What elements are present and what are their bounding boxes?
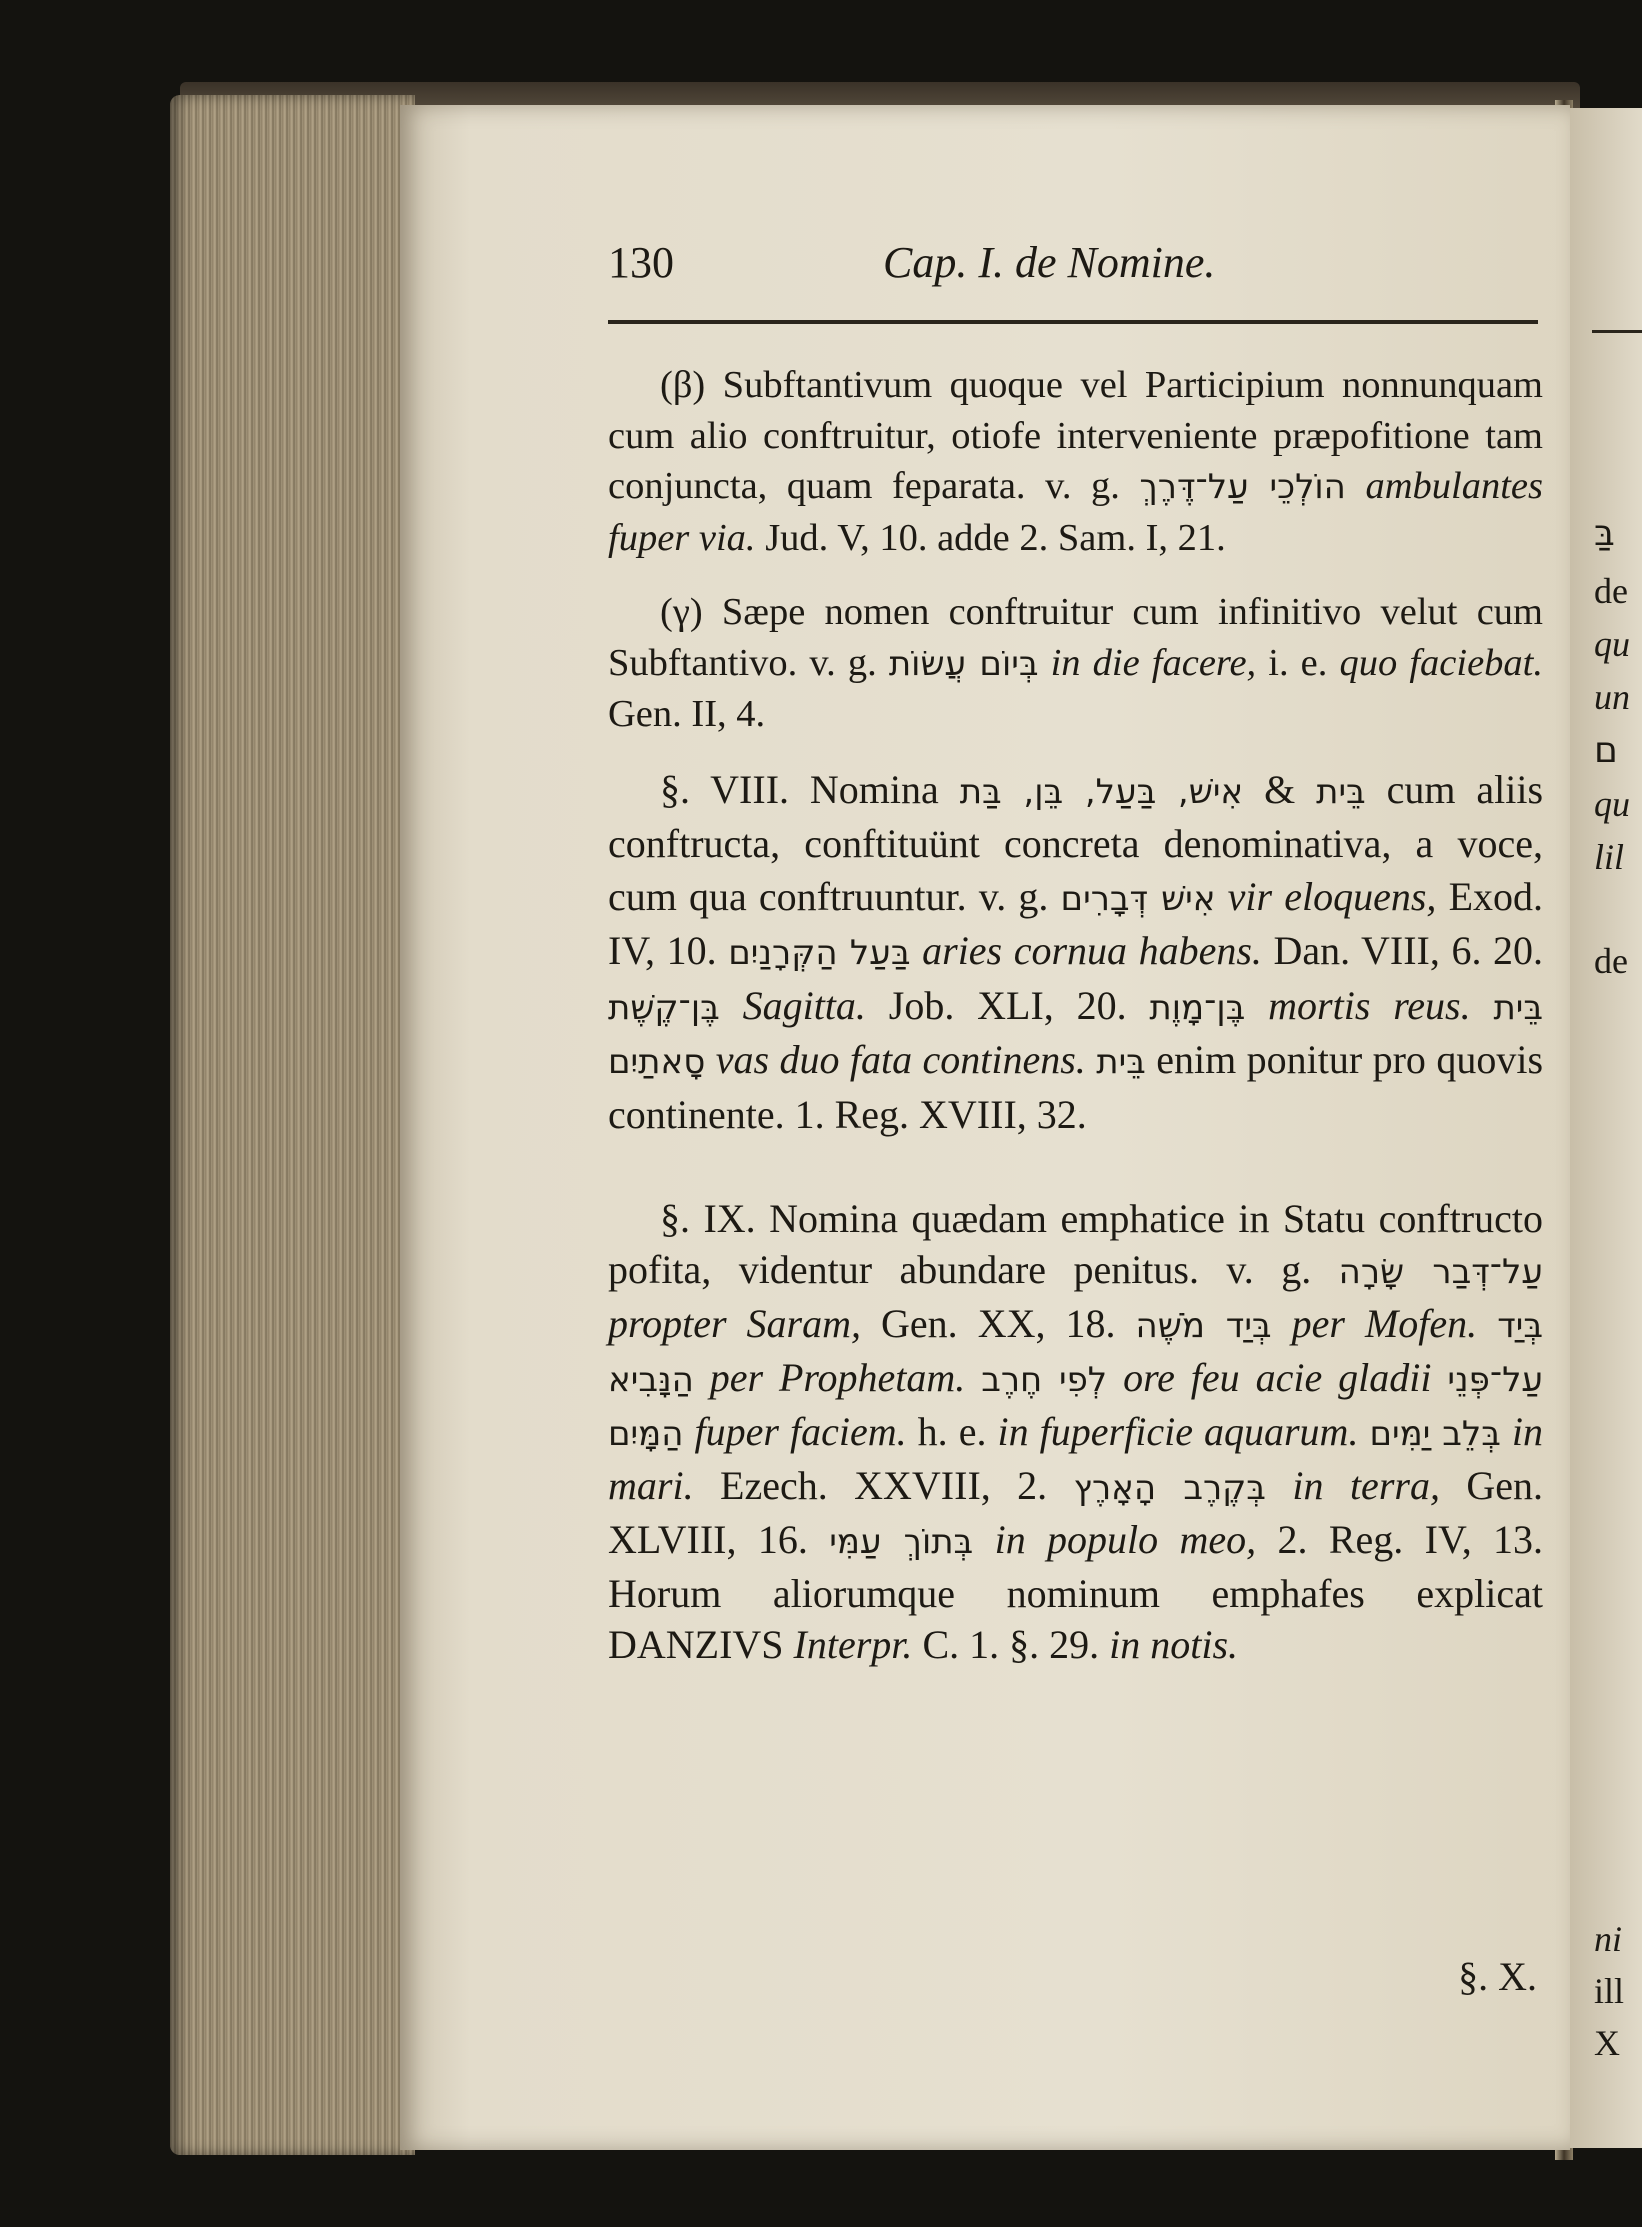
fragment-text: un	[1594, 677, 1630, 717]
fragment-text: בַּ	[1594, 513, 1615, 554]
hebrew-text: בְּלֵב יַמִּים	[1369, 1414, 1501, 1454]
hebrew-text: בְּיַד הַנָּבִיא	[608, 1306, 1544, 1400]
hebrew-text: בֵּית סָאתַיִם	[608, 987, 1544, 1082]
fragment-text: de	[1594, 941, 1628, 981]
paragraph-section-ix: §. IX. Nomina quædam emphatice in Statu conftructo pofita, videntur abundare penitus. v. g. עַל־דְּבַר שָׂרָה propter Saram, Gen. XX, 18. בְּיַד מֹשֶׁה per Mofen. בְּיַד הַנָּבִיא per Prophetam. לְפִי חֶרֶב ore feu acie gladii עַל־פְּנֵי הַמָּיִם fuper faciem. h. e. in fuperficie aquarum. בְּלֵב יַמִּים in mari. Ezech. XXVIII, 2. בְּקֶרֶב הָאָרֶץ in terra, Gen. XLVIII, 16. בְּתוֹךְ עַמִּי in populo meo, 2. Reg. IV, 13. Horum aliorumque nominum emphafes explicat DANZIVS Interpr. C. 1. §. 29. in notis.	[608, 1196, 1544, 1667]
paragraph-gamma: (γ) Sæpe nomen conftruitur cum infinitivo velut cum Subftantivo. v. g. בְּיוֹם עֲשׂוֹת in die facere, i. e. quo faciebat. Gen. II, 4.	[608, 591, 1543, 735]
fragment-text: qu	[1594, 624, 1630, 664]
hebrew-text: בַּעַל הַקְּרָנַיִם	[728, 933, 911, 973]
hebrew-text: בֵּית	[1316, 771, 1366, 812]
hebrew-text: אִישׁ דְּבָרִים	[1060, 878, 1216, 919]
header-rule	[608, 320, 1538, 324]
fragment-text: X	[1594, 2023, 1620, 2063]
hebrew-text: בֶּן־מָוֶת	[1149, 987, 1246, 1028]
paragraph-section-viii: §. VIII. Nomina אִישׁ, בַּעַל, בֵּן, בַּת & בֵּית cum aliis conftructa, conftituünt concreta denominativa, a voce, cum qua conftruuntur. v. g. אִישׁ דְּבָרִים vir eloquens, Exod. IV, 10. בַּעַל הַקְּרָנַיִם aries cornua habens. Dan. VIII, 6. 20. בֶּן־קֶשֶׁת Sagitta. Job. XLI, 20. בֶּן־מָוֶת mortis reus. בֵּית סָאתַיִם vas duo fata continens. בֵּית enim ponitur pro quovis continente. 1. Reg. XVIII, 32.	[608, 766, 1544, 1137]
fragment-text: ill	[1594, 1971, 1625, 2011]
fragment-text: de	[1594, 571, 1628, 611]
fragment-text: ם	[1594, 730, 1618, 771]
page-header	[608, 230, 1543, 292]
hebrew-text: בְּקֶרֶב הָאָרֶץ	[1073, 1468, 1266, 1508]
hebrew-text: בְּיַד מֹשֶׁה	[1135, 1306, 1272, 1346]
hebrew-text: בֵּית	[1096, 1042, 1146, 1082]
hebrew-text: עַל־דְּבַר שָׂרָה	[1338, 1252, 1543, 1292]
catchword: §. X.	[1458, 1954, 1537, 1999]
hebrew-text: בֶּן־קֶשֶׁת	[608, 987, 720, 1028]
fragment-text: qu	[1594, 784, 1630, 824]
hebrew-text: לְפִי חֶרֶב	[981, 1360, 1108, 1400]
hebrew-text: בְּתוֹךְ עַמִּי	[829, 1522, 974, 1562]
page-edges	[170, 95, 415, 2155]
hebrew-text: עַל־פְּנֵי הַמָּיִם	[608, 1360, 1544, 1454]
page-number: 130	[608, 238, 674, 287]
fragment-text: lil	[1594, 837, 1625, 877]
paragraph-beta: (β) Subftantivum quoque vel Participium nonnunquam cum alio conftruitur, otiofe interveniente præpofitione tam conjuncta, quam feparata. v. g. הוֹלְכֵי עַל־דֶּרֶךְ ambulantes fuper via. Jud. V, 10. adde 2. Sam. I, 21.	[608, 364, 1543, 559]
running-title: Cap. I. de Nomine.	[883, 238, 1216, 287]
hebrew-text: הוֹלְכֵי עַל־דֶּרֶךְ	[1139, 467, 1346, 507]
page-text-block	[608, 230, 1544, 1999]
hebrew-text: אִישׁ, בַּעַל, בֵּן, בַּת	[959, 771, 1244, 812]
facing-page-fragment	[1570, 108, 1642, 2148]
fragment-text: ni	[1594, 1919, 1623, 1959]
hebrew-text: בְּיוֹם עֲשׂוֹת	[888, 643, 1039, 684]
